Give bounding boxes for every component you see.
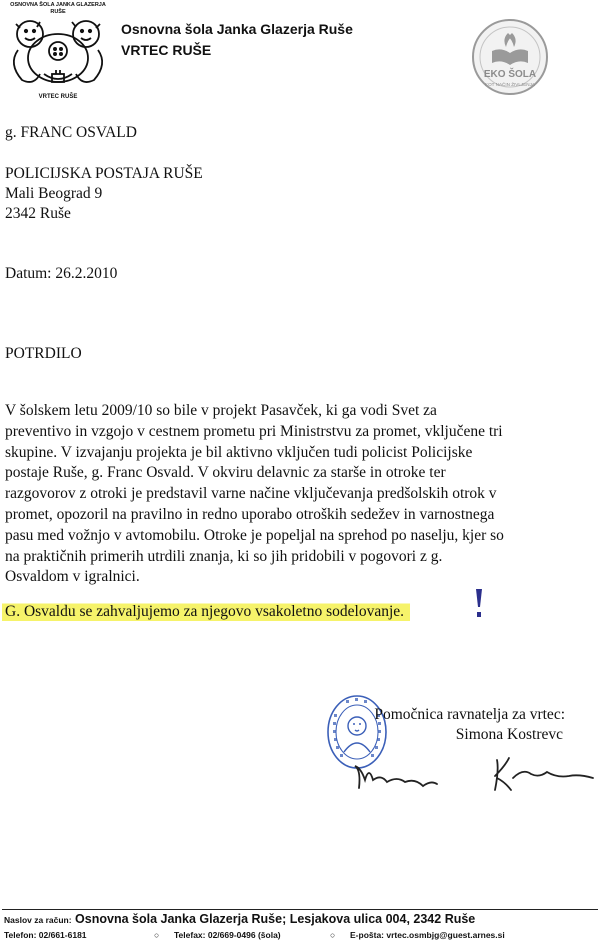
recipient-organization: POLICIJSKA POSTAJA RUŠE (5, 165, 203, 182)
logo-caption-town: RUŠE (50, 9, 66, 15)
thanks-highlighted: G. Osvaldu se zahvaljujemo za njegovo vsakoletno sodelovanje. (2, 601, 410, 623)
letter-body (5, 401, 590, 588)
children-drawing-icon (6, 16, 110, 94)
bullet-icon: ○ (154, 930, 160, 940)
footer-email: E-pošta: vrtec.osmbjg@guest.arnes.si (350, 930, 505, 940)
body-line: skupine. V izvajanju projekta je bil aktivno vključen tudi policist Policijske (5, 443, 473, 461)
footer-address-text: Osnovna šola Janka Glazerja Ruše; Lesjakova ulica 004, 2342 Ruše (75, 912, 476, 926)
footer-address (4, 912, 475, 926)
letter-date: Datum: 26.2.2010 (5, 265, 118, 282)
letter-subject: POTRDILO (5, 345, 82, 362)
bullet-icon: ○ (330, 930, 336, 940)
stamp-portrait-icon (344, 717, 370, 752)
logo-caption-kindergarten: VRTEC RUŠE (38, 94, 78, 100)
school-name: Osnovna šola Janka Glazerja Ruše (121, 21, 353, 37)
body-line: Osvaldom v igralnici. (5, 568, 140, 586)
school-logo (6, 2, 110, 104)
logo-caption-school: OSNOVNA ŠOLA JANKA GLAZERJA (10, 2, 106, 8)
signatory-role: Pomočnica ravnatelja za vrtec: (374, 706, 565, 723)
recipient-name: g. FRANC OSVALD (5, 124, 137, 141)
handwritten-signature (345, 748, 595, 793)
recipient-street: Mali Beograd 9 (5, 185, 103, 202)
body-line: pasu med vožnjo v avtomobilu. Otroke je popeljal na sprehod po naselju, kjer so (5, 526, 504, 544)
eko-school-logo (470, 17, 550, 97)
eko-logo-subtext: KOT NAČIN ŽIVLJENJA (485, 82, 535, 87)
footer-divider (2, 909, 598, 910)
body-line: promet, opozoril na pravilno in redno uporabo otroških sedežev in varnostnega (5, 505, 495, 523)
footer-address-label: Naslov za račun: (4, 915, 72, 925)
body-line: preventivo in vzgojo v cestnem prometu pri Ministrstvu za promet, vključene tri (5, 422, 503, 440)
unit-name: VRTEC RUŠE (121, 42, 212, 58)
signatory-name: Simona Kostrevc (455, 726, 563, 743)
body-line: razgovorov z otroki je predstavil varne načine vključevanja predšolskih otrok v (5, 485, 497, 503)
body-line: postaje Ruše, g. Franc Osvald. V okviru delavnic za starše in otroke ter (5, 464, 446, 482)
footer-phone: Telefon: 02/661-6181 (4, 930, 87, 940)
recipient-city: 2342 Ruše (5, 205, 71, 222)
eko-logo-text: EKO ŠOLA (483, 69, 537, 80)
body-line: na praktičnih primerih utrdili znanja, ki so jih pridobili v pogovori z g. (5, 547, 443, 565)
exclamation-mark-icon (473, 587, 485, 619)
footer-fax: Telefax: 02/669-0496 (šola) (174, 930, 281, 940)
body-line: V šolskem letu 2009/10 so bile v projekt Pasavček, ki ga vodi Svet za (5, 402, 437, 419)
